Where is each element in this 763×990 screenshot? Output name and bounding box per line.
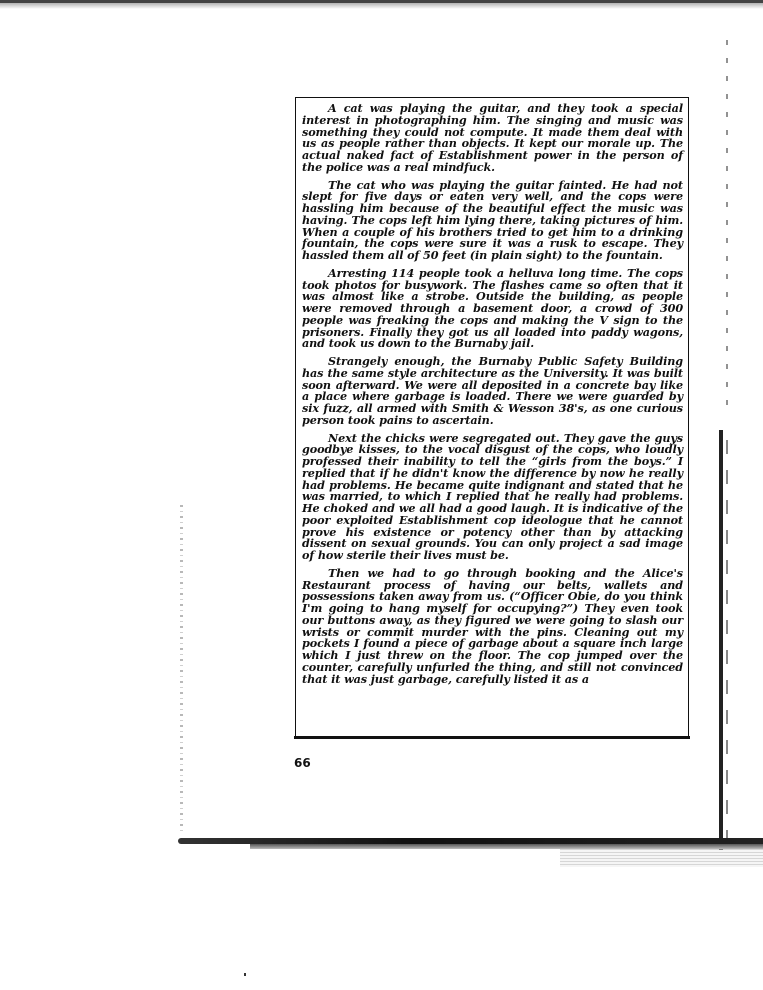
page-right-edge [719, 430, 723, 850]
page-bottom-shading [560, 849, 763, 867]
paragraph-6: Then we had to go through booking and the Alice's Restaurant process of having our belts, wallets and possessions taken away from us. (“Officer Obie, do you think I'm going to hang myself for occupying?”) They even took our buttons away, as they figured we were going to slash our wrists or commit murder with the pins. Cleaning out my pockets I found a piece of garbage about a square inch large which I just threw on the floor. The cop jumped over the counter, carefully unfurled the thing, and still not convinced that it was just garbage, carefully listed it as a [302, 565, 683, 686]
page-number: 66 [294, 756, 311, 770]
paragraph-1: A cat was playing the guitar, and they took a special interest in photographing him. The singing and music was something they could not compute. It made them deal with us as people rather than objects. It kept our morale up. The actual naked fact of Establishment power in the person of the police was a real mindfuck. [302, 101, 683, 174]
text-frame-bottom-rule [294, 736, 690, 739]
paragraph-3: Arresting 114 people took a helluva long time. The cops took photos for busywork. The flashes came so often that it was almost like a strobe. Outside the building, as people were removed through a basement door, a crowd of 300 people was freaking the cops and making the V sign to the prisoners. Finally they got us all loaded into paddy wagons, and took us down to the Burnaby jail. [302, 265, 683, 351]
text-frame [295, 97, 689, 739]
paragraph-5: Next the chicks were segregated out. They gave the guys goodbye kisses, to the vocal disgust of the cops, who loudly professed their inability to tell the “girls from the boys.” I replied that if he didn't know the difference by now he really had problems. He became quite indignant and stated that he was married, to which I replied that he really had problems. He choked and we all had a good laugh. It is indicative of the poor exploited Establishment cop ideologue that he cannot prove his existence or potency other than by attacking dissent on sexual grounds. You can only project a sad image of how sterile their lives must be. [302, 430, 683, 562]
scan-right-dashes [726, 40, 728, 410]
scan-dot [244, 973, 246, 976]
scan-right-dashes-lower [726, 440, 728, 840]
paragraph-4: Strangely enough, the Burnaby Public Safety Building has the same style architecture as the University. It was built soon afterward. We were all deposited in a concrete bay like a place where garbage is loaded. There we were guarded by six fuzz, all armed with Smith & Wesson 38's, as one curious person took pains to ascertain. [302, 354, 683, 427]
scan-left-speckle [180, 505, 183, 835]
scan-top-edge-line [0, 0, 763, 3]
paragraph-2: The cat who was playing the guitar fainted. He had not slept for five days or eaten very well, and the cops were hassling him because of the beautiful effect the music was having. The cops left him lying there, taking pictures of him. When a couple of his brothers tried to get him to a drinking fountain, the cops were sure it was a rusk to escape. They hassled them all of 50 feet (in plain sight) to the fountain. [302, 177, 683, 262]
